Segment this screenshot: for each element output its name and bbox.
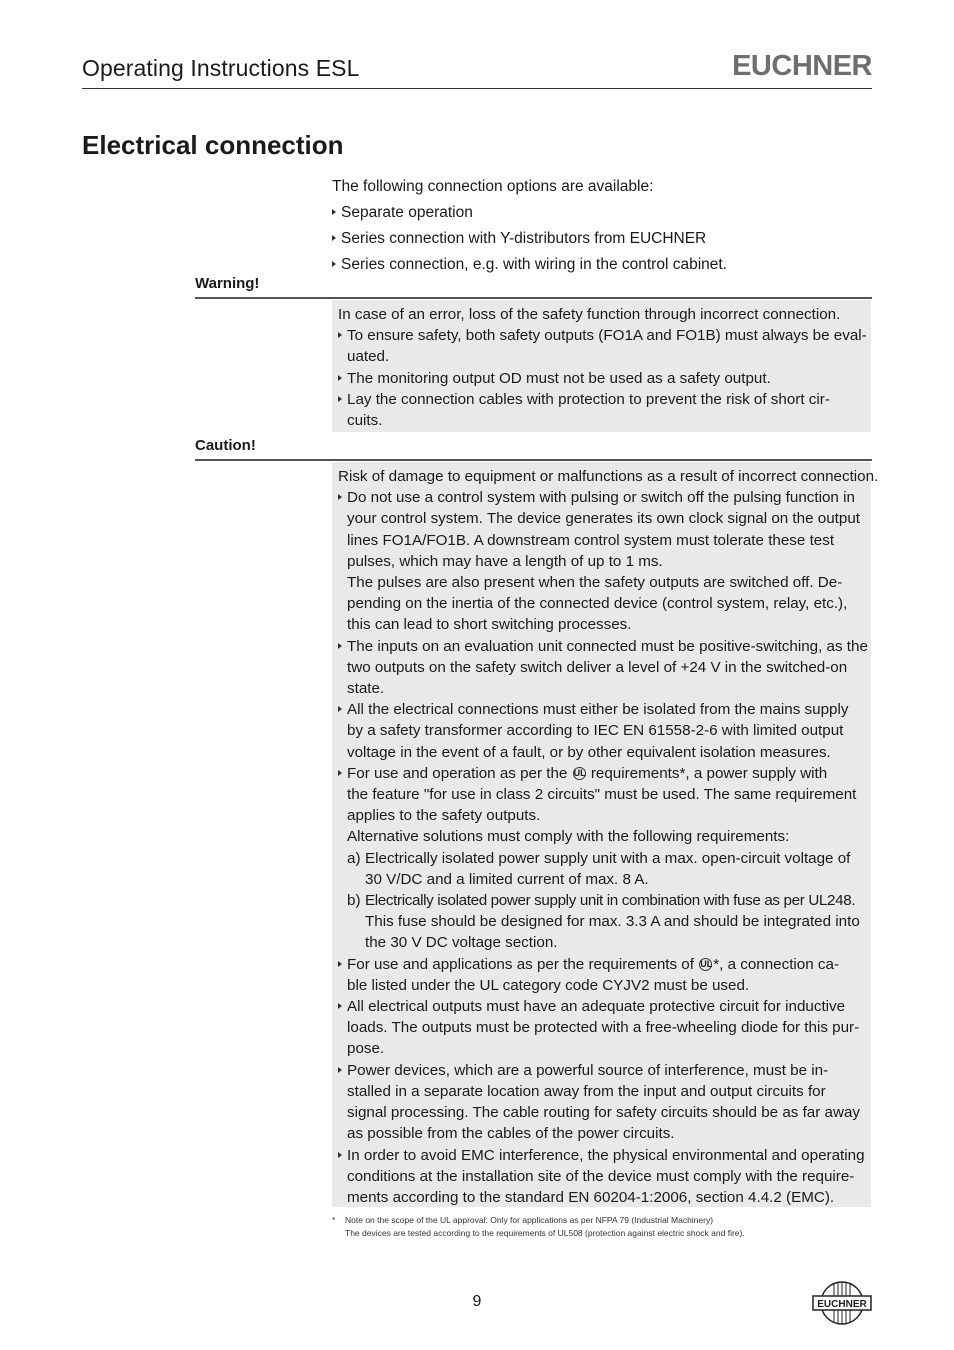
warning-item: Lay the connection cables with protection to prevent the risk of short cir- cuits. xyxy=(338,389,865,431)
bullet-arrow-icon xyxy=(338,396,342,402)
warning-item: To ensure safety, both safety outputs (FO1A and FO1B) must always be eval- uated. xyxy=(338,325,865,367)
bullet-arrow-icon xyxy=(338,332,342,338)
bullet-arrow-icon xyxy=(338,1067,342,1073)
document-title: Operating Instructions ESL xyxy=(82,55,360,81)
bullet-arrow-icon xyxy=(338,494,342,500)
intro-lead: The following connection options are available: xyxy=(332,178,654,195)
header-divider xyxy=(82,88,872,89)
warning-box xyxy=(332,300,871,432)
footnote: * Note on the scope of the UL approval: Only for applications as per NFPA 79 (Industrial Machinery) The devices are tested according to the requirements of UL508 (protection against electric shock and fire). xyxy=(332,1215,745,1238)
ul-listed-icon: UL xyxy=(700,958,713,969)
page-number: 9 xyxy=(472,1293,482,1310)
requirement-a: a) Electrically isolated power supply unit with a max. open-circuit voltage of 30 V/DC and a limited current of max. 8 A. xyxy=(347,849,851,888)
caution-divider xyxy=(195,459,872,461)
bullet-arrow-icon xyxy=(332,209,336,215)
option-item: Separate operation xyxy=(332,200,872,226)
bullet-arrow-icon xyxy=(332,261,336,267)
caution-item-inputs: The inputs on an evaluation unit connected must be positive-switching, as the two outputs on the safety switch deliver a level of +24 V in the switched-on state. xyxy=(338,636,865,700)
connection-options xyxy=(332,174,872,278)
caution-item-emc: In order to avoid EMC interference, the physical environmental and operating conditions at the installation site of the device must comply with the require- ments according to the standard EN 60204-1:2006, section 4.4.2 (EMC). xyxy=(338,1145,865,1209)
bullet-arrow-icon xyxy=(338,375,342,381)
caution-label: Caution! xyxy=(195,437,256,454)
option-item: Series connection with Y-distributors from EUCHNER xyxy=(332,226,872,252)
caution-item-isolation: All the electrical connections must either be isolated from the mains supply by a safety transformer according to IEC EN 61558-2-6 with limited output voltage in the event of a fault, or by other equivalent isolation measures. xyxy=(338,699,865,763)
bullet-arrow-icon xyxy=(338,1003,342,1009)
section-title: Electrical connection xyxy=(82,130,344,160)
bullet-arrow-icon xyxy=(338,770,342,776)
svg-text:EUCHNER: EUCHNER xyxy=(817,1299,867,1310)
warning-divider xyxy=(195,297,872,299)
bullet-arrow-icon xyxy=(338,1152,342,1158)
caution-lead: Risk of damage to equipment or malfunctions as a result of incorrect connection. xyxy=(338,468,879,485)
caution-box xyxy=(332,462,879,1207)
brand-logo: EUCHNER xyxy=(732,50,872,82)
caution-item-interference: Power devices, which are a powerful source of interference, must be in- stalled in a separate location away from the input and output circuits for signal processing. The cable routing for safety circuits should be as far away as possible from the cables of the power circuits. xyxy=(338,1060,865,1145)
caution-item-cable: For use and applications as per the requirements of UL*, a connection ca- ble listed under the UL category code CYJV2 must be used. xyxy=(338,954,865,996)
bullet-arrow-icon xyxy=(338,706,342,712)
option-item: Series connection, e.g. with wiring in the control cabinet. xyxy=(332,252,872,278)
caution-item-pulsing: Do not use a control system with pulsing or switch off the pulsing function in your control system. The device generates its own clock signal on the output lines FO1A/FO1B. A downstream control system must tolerate these test pulses, which may have a length of up to 1 ms. The pulses are also present when the safety outputs are switched off. De- pending on the inertia of the connected device (control system, relay, etc.), this can lead to short switching processes. xyxy=(338,487,865,635)
warning-lead: In case of an error, loss of the safety function through incorrect connection. xyxy=(338,306,841,323)
ul-listed-icon: UL xyxy=(573,767,586,778)
bullet-arrow-icon xyxy=(338,643,342,649)
caution-item-power-supply: For use and operation as per the UL requirements*, a power supply with the feature "for use in class 2 circuits" must be used. The same requirement applies to the safety outputs. Alternative solutions must comply with the following requirements: a) Electrically isolated power supply unit with a max. open-circuit voltage of 30 V/DC and a limited current of max. 8 A. b) Electrically isolated power supply unit in combination with fuse as per UL248. This fuse should be designed for max. 3.3 A and should be integrated into the 30 V DC voltage section. xyxy=(338,763,865,954)
warning-item: The monitoring output OD must not be used as a safety output. xyxy=(338,368,865,389)
bullet-arrow-icon xyxy=(332,235,336,241)
bullet-arrow-icon xyxy=(338,961,342,967)
requirement-b: b) Electrically isolated power supply unit in combination with fuse as per UL248. This fuse should be designed for max. 3.3 A and should be integrated into the 30 V DC voltage section. xyxy=(347,892,860,952)
euchner-seal-logo xyxy=(812,1280,872,1326)
warning-label: Warning! xyxy=(195,275,260,292)
caution-item-outputs: All electrical outputs must have an adequate protective circuit for inductive loads. The outputs must be protected with a free-wheeling diode for this pur- pose. xyxy=(338,996,865,1060)
